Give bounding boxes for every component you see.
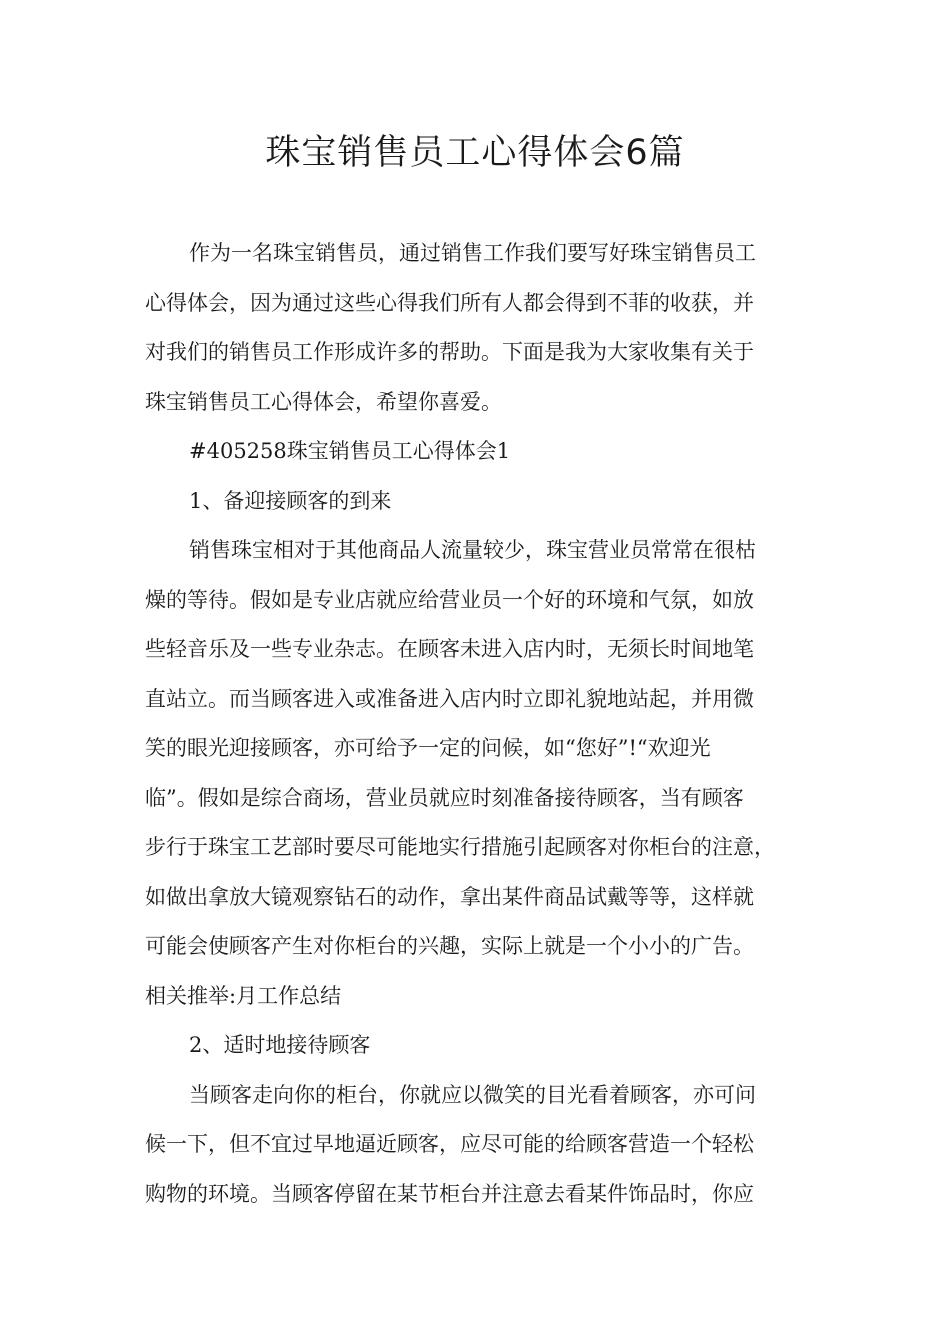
text-line: 燥的等待。假如是专业店就应给营业员一个好的环境和气氛，如放 bbox=[145, 587, 754, 612]
text-line: 2、适时地接待顾客 bbox=[189, 1033, 371, 1057]
text-line: 临”。假如是综合商场，营业员就应时刻准备接待顾客，当有顾客 bbox=[145, 785, 744, 810]
text-line: 销售珠宝相对于其他商品人流量较少，珠宝营业员常常在很枯 bbox=[189, 538, 756, 562]
document-title: 珠宝销售员工心得体会6篇 bbox=[265, 133, 685, 173]
text-line: 如做出拿放大镜观察钻石的动作，拿出某件商品试戴等等，这样就 bbox=[145, 884, 754, 909]
text-line: 当顾客走向你的柜台，你就应以微笑的目光看着顾客，亦可问 bbox=[189, 1082, 756, 1107]
text-line: 步行于珠宝工艺部时要尽可能地实行措施引起顾客对你柜台的注意， bbox=[145, 835, 775, 859]
text-line: 候一下，但不宜过早地逼近顾客，应尽可能的给顾客营造一个轻松 bbox=[145, 1132, 754, 1156]
text-line: 珠宝销售员工心得体会，希望你喜爱。 bbox=[145, 389, 502, 414]
text-line: 直站立。而当顾客进入或准备进入店内时立即礼貌地站起，并用微 bbox=[145, 686, 754, 711]
text-line: 相关推举:月工作总结 bbox=[145, 983, 342, 1008]
text-line: 1、备迎接顾客的到来 bbox=[189, 488, 392, 513]
text-line: #405258珠宝销售员工心得体会1 bbox=[189, 439, 511, 463]
text-line: 购物的环境。当顾客停留在某节柜台并注意去看某件饰品时，你应 bbox=[145, 1181, 754, 1206]
text-line: 对我们的销售员工作形成许多的帮助。下面是我为大家收集有关于 bbox=[145, 340, 754, 364]
text-line: 心得体会，因为通过这些心得我们所有人都会得到不菲的收获，并 bbox=[145, 290, 754, 315]
text-line: 可能会使顾客产生对你柜台的兴趣，实际上就是一个小小的广告。 bbox=[145, 934, 754, 958]
text-line: 些轻音乐及一些专业杂志。在顾客未进入店内时，无须长时间地笔 bbox=[145, 637, 754, 661]
text-line: 笑的眼光迎接顾客，亦可给予一定的问候，如“您好”!“欢迎光 bbox=[145, 736, 711, 760]
document-body bbox=[145, 229, 810, 1219]
text-line: 作为一名珠宝销售员，通过销售工作我们要写好珠宝销售员工 bbox=[189, 241, 756, 265]
